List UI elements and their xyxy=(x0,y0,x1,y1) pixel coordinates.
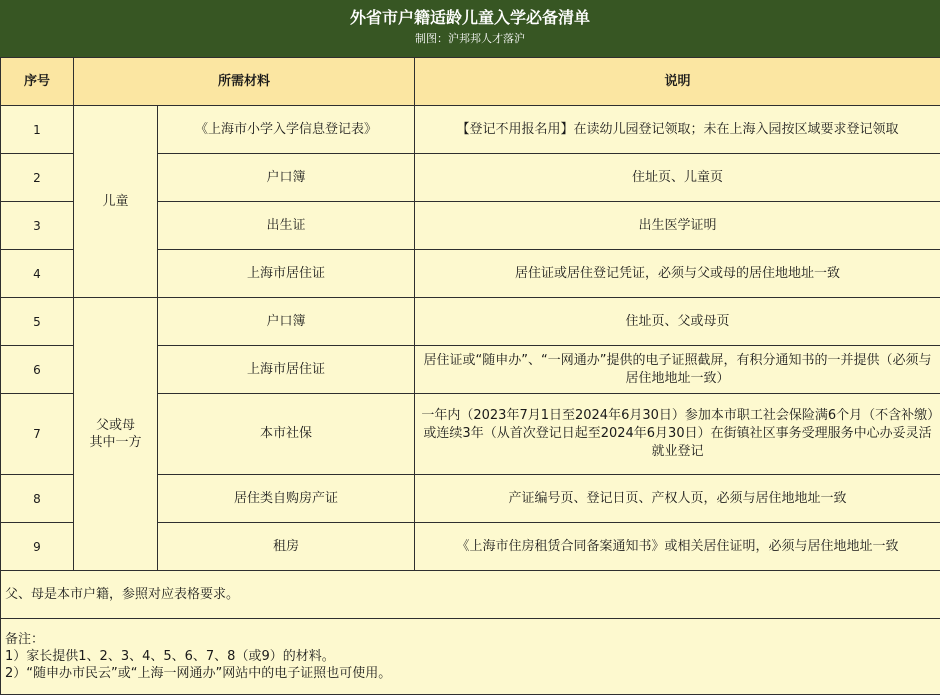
header-material: 所需材料 xyxy=(74,58,415,106)
group-parent-line2: 其中一方 xyxy=(89,435,142,450)
remark-2: 2）“随申办市民云”或“上海一网通办”网站中的电子证照也可使用。 xyxy=(5,666,392,681)
row-material: 上海市居住证 xyxy=(158,346,415,394)
group-parent xyxy=(74,298,158,571)
row-number: 2 xyxy=(1,154,74,202)
row-description: 居住证或“随申办”、“一网通办”提供的电子证照截屏，有积分通知书的一并提供（必须与居住地地址一致） xyxy=(415,346,940,394)
remark-1: 1）家长提供1、2、3、4、5、6、7、8（或9）的材料。 xyxy=(5,649,335,664)
table-row xyxy=(1,106,940,154)
row-description: 【登记不用报名用】在读幼儿园登记领取；未在上海入园按区域要求登记领取 xyxy=(415,106,940,154)
header-index: 序号 xyxy=(1,58,74,106)
row-description: 产证编号页、登记日页、产权人页，必须与居住地地址一致 xyxy=(415,475,940,523)
table-row xyxy=(1,298,940,346)
group-parent-line1: 父或母 xyxy=(95,418,135,433)
row-number: 6 xyxy=(1,346,74,394)
row-material: 本市社保 xyxy=(158,394,415,475)
header-description: 说明 xyxy=(415,58,940,106)
row-material: 出生证 xyxy=(158,202,415,250)
row-number: 5 xyxy=(1,298,74,346)
row-number: 3 xyxy=(1,202,74,250)
row-description: 《上海市住房租赁合同备案通知书》或相关居住证明，必须与居住地地址一致 xyxy=(415,523,940,571)
row-description: 居住证或居住登记凭证，必须与父或母的居住地地址一致 xyxy=(415,250,940,298)
row-material: 居住类自购房产证 xyxy=(158,475,415,523)
group-child: 儿童 xyxy=(74,106,158,298)
row-description: 住址页、父或母页 xyxy=(415,298,940,346)
row-number: 9 xyxy=(1,523,74,571)
parent-local-note: 父、母是本市户籍，参照对应表格要求。 xyxy=(1,571,940,619)
remarks-row xyxy=(1,619,940,695)
remarks xyxy=(1,619,940,695)
remarks-title: 备注： xyxy=(5,632,45,647)
row-material: 户口簿 xyxy=(158,154,415,202)
row-material: 《上海市小学入学信息登记表》 xyxy=(158,106,415,154)
parent-note-row xyxy=(1,571,940,619)
row-number: 8 xyxy=(1,475,74,523)
row-description: 一年内（2023年7月1日至2024年6月30日）参加本市职工社会保险满6个月（不含补缴）或连续3年（从首次登记日起至2024年6月30日）在街镇社区事务受理服务中心办妥灵活就业登记 xyxy=(415,394,940,475)
page-title: 外省市户籍适龄儿童入学必备清单 xyxy=(349,8,590,27)
row-material: 上海市居住证 xyxy=(158,250,415,298)
row-number: 7 xyxy=(1,394,74,475)
row-description: 出生医学证明 xyxy=(415,202,940,250)
row-number: 4 xyxy=(1,250,74,298)
row-material: 租房 xyxy=(158,523,415,571)
page-subtitle: 制图：沪邦邦人才落沪 xyxy=(415,32,525,45)
title-bar xyxy=(0,0,940,57)
table-header-row xyxy=(1,58,940,106)
row-number: 1 xyxy=(1,106,74,154)
materials-table xyxy=(0,57,940,695)
row-material: 户口簿 xyxy=(158,298,415,346)
row-description: 住址页、儿童页 xyxy=(415,154,940,202)
